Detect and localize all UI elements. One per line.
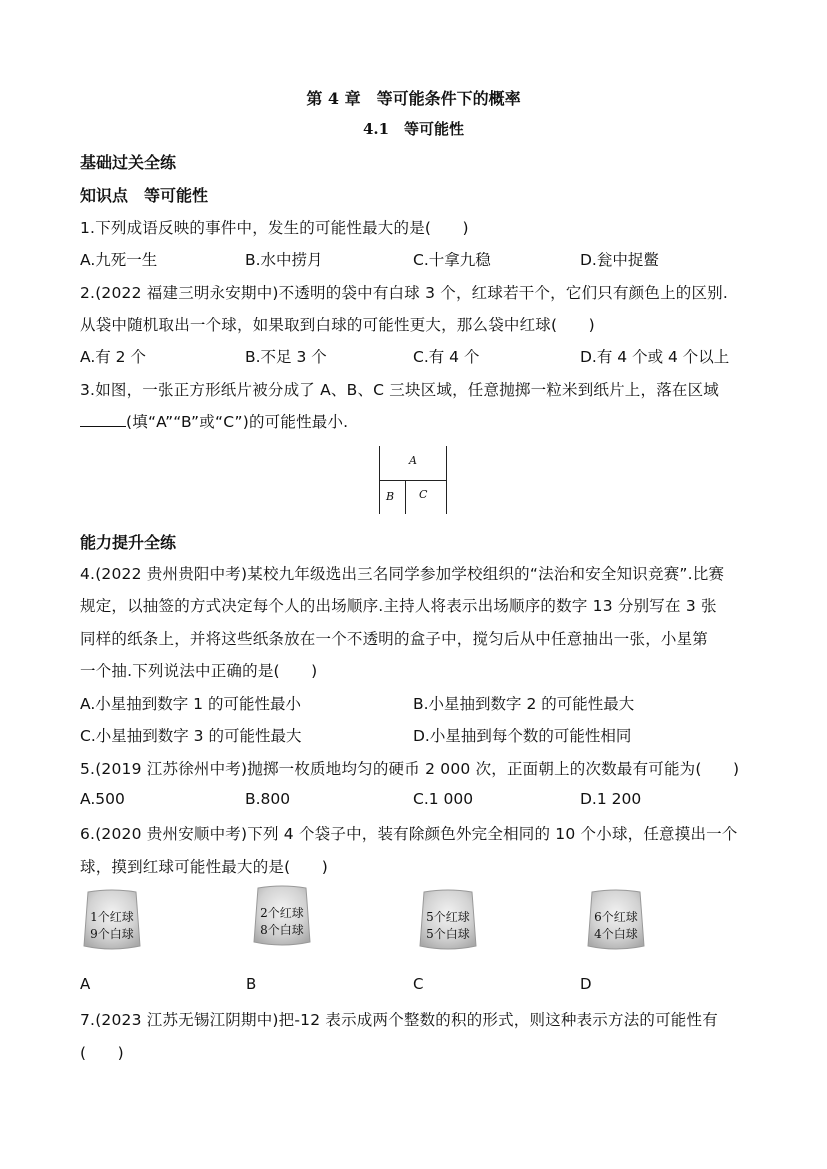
bag-c-white: 5个白球 (426, 927, 470, 941)
bag-a-red: 1个红球 (90, 910, 134, 924)
q2-line1: 2.(2022 福建三明永安期中)不透明的袋中有白球 3 个，红球若干个，它们只有颜色上的区别. (80, 284, 729, 302)
region-c-label: C (419, 488, 428, 501)
heading-advanced: 能力提升全练 (80, 533, 177, 552)
bag-d-white: 4个白球 (594, 927, 638, 941)
square-figure (379, 446, 447, 514)
bag-b-red: 2个红球 (260, 906, 304, 920)
answer-blank[interactable] (80, 412, 126, 427)
bag-c-red: 5个红球 (426, 910, 470, 924)
q6-line2: 球，摸到红球可能性最大的是( ) (80, 858, 328, 876)
heading-basic: 基础过关全练 (80, 153, 177, 172)
q7-line2: ( ) (80, 1044, 124, 1062)
q5-option-a: A.500 (80, 790, 125, 808)
bag-b-label: B (246, 975, 257, 993)
bag-a (82, 888, 142, 952)
q3-line1: 3.如图，一张正方形纸片被分成了 A、B、C 三块区域，任意抛掷一粒米到纸片上，落在区域 (80, 381, 720, 399)
bag-a-white: 9个白球 (90, 927, 134, 941)
bag-b (252, 884, 312, 948)
q5-option-c: C.1 000 (413, 790, 474, 808)
bag-d (586, 888, 646, 952)
q4-option-b: B.小星抽到数字 2 的可能性最大 (413, 695, 635, 713)
bag-d-label: D (580, 975, 592, 993)
q4-line2: 规定，以抽签的方式决定每个人的出场顺序.主持人将表示出场顺序的数字 13 分别写在 3 张 (80, 597, 717, 615)
q1-option-b: B.水中捞月 (245, 251, 323, 269)
bag-d-red: 6个红球 (594, 910, 638, 924)
chapter-title: 第 4 章 等可能条件下的概率 (306, 89, 521, 108)
q4-line3: 同样的纸条上，并将这些纸条放在一个不透明的盒子中，搅匀后从中任意抽出一张，小星第 (80, 630, 709, 648)
q4-option-a: A.小星抽到数字 1 的可能性最小 (80, 695, 301, 713)
region-a-label: A (409, 454, 417, 467)
region-b-label: B (386, 490, 395, 503)
section-title: 4.1 等可能性 (362, 120, 465, 138)
q2-line2: 从袋中随机取出一个球，如果取到白球的可能性更大，那么袋中红球( ) (80, 316, 595, 334)
q4-line4: 一个抽.下列说法中正确的是( ) (80, 662, 318, 680)
bag-b-white: 8个白球 (260, 923, 304, 937)
q2-option-d: D.有 4 个或 4 个以上 (580, 348, 730, 366)
q1-option-c: C.十拿九稳 (413, 251, 491, 269)
q5-option-d: D.1 200 (580, 790, 642, 808)
q4-option-c: C.小星抽到数字 3 的可能性最大 (80, 727, 302, 745)
q1-stem: 1.下列成语反映的事件中，发生的可能性最大的是( ) (80, 219, 469, 237)
q2-option-a: A.有 2 个 (80, 348, 146, 366)
q4-line1: 4.(2022 贵州贵阳中考)某校九年级选出三名同学参加学校组织的“法治和安全知识竞赛”.比赛 (80, 565, 725, 583)
q4-option-d: D.小星抽到每个数的可能性相同 (413, 727, 632, 745)
q7-line1: 7.(2023 江苏无锡江阴期中)把-12 表示成两个整数的积的形式，则这种表示方法的可能性有 (80, 1011, 718, 1029)
q1-option-a: A.九死一生 (80, 251, 158, 269)
q1-option-d: D.瓮中捉鳖 (580, 251, 659, 269)
q5-stem: 5.(2019 江苏徐州中考)抛掷一枚质地均匀的硬币 2 000 次，正面朝上的次数最有可能为( ) (80, 760, 740, 778)
bag-c (418, 888, 478, 952)
q6-line1: 6.(2020 贵州安顺中考)下列 4 个袋子中，装有除颜色外完全相同的 10 个小球，任意摸出一个 (80, 825, 738, 843)
heading-knowledge: 知识点 等可能性 (80, 186, 209, 205)
bag-c-label: C (413, 975, 424, 993)
bag-a-label: A (80, 975, 91, 993)
q5-option-b: B.800 (245, 790, 291, 808)
q3-line2: (填“A”“B”或“C”)的可能性最小. (126, 413, 349, 431)
q2-option-b: B.不足 3 个 (245, 348, 327, 366)
q2-option-c: C.有 4 个 (413, 348, 480, 366)
q3-line2-wrap (80, 410, 348, 432)
